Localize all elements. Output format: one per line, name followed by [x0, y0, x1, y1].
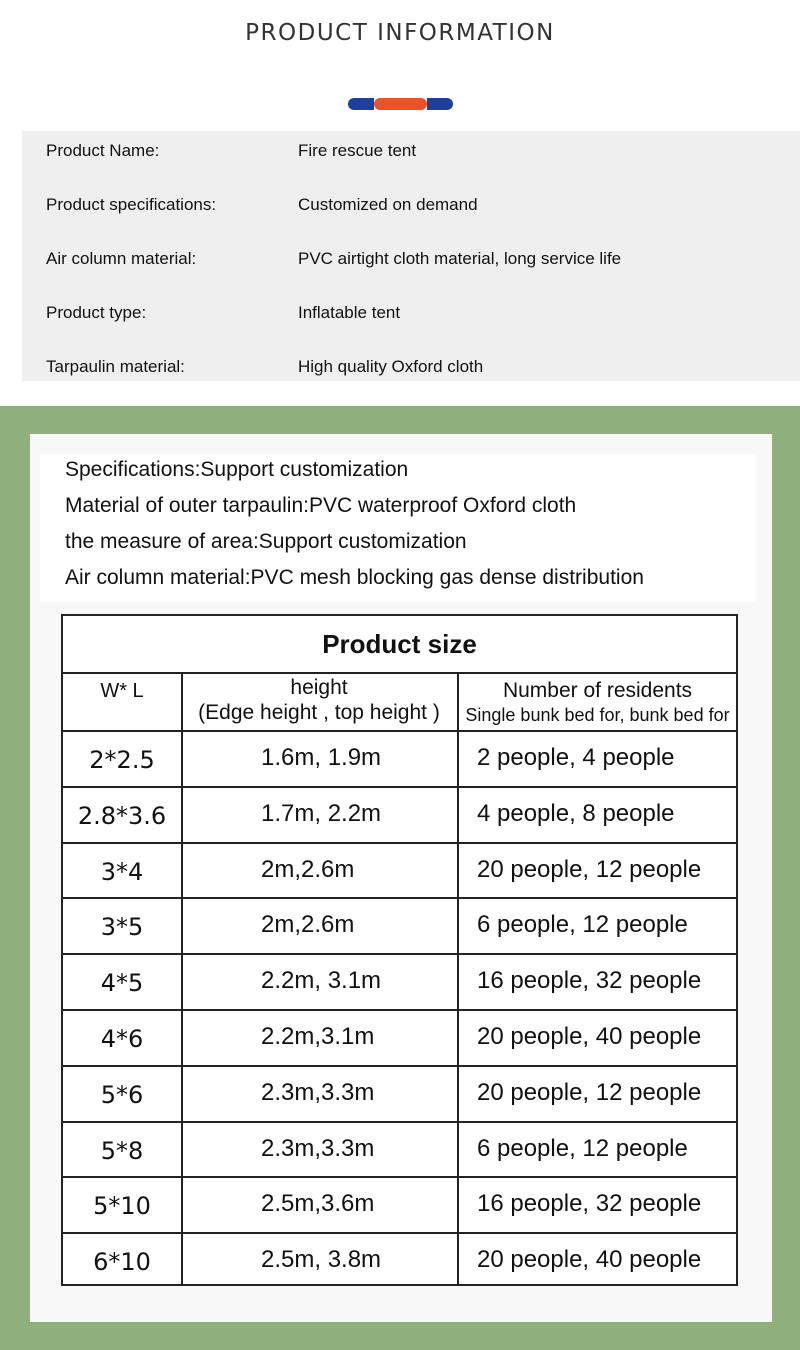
info-row — [22, 195, 800, 225]
info-value: Inflatable tent — [298, 303, 401, 322]
cell-wl: 5*10 — [93, 1192, 151, 1221]
spec-line: Material of outer tarpaulin:PVC waterproof Oxford cloth — [65, 494, 577, 517]
info-row — [22, 303, 800, 333]
spec-line: Air column material:PVC mesh blocking gas dense distribution — [65, 566, 644, 589]
divider-blue-segment — [427, 98, 453, 110]
cell-wl: 2*2.5 — [89, 746, 155, 774]
info-value: PVC airtight cloth material, long service life — [298, 249, 622, 268]
table-rule — [63, 1176, 736, 1178]
header-height: height — [290, 676, 348, 699]
cell-residents: 6 people, 12 people — [477, 911, 688, 939]
cell-residents: 20 people, 40 people — [477, 1023, 702, 1050]
table-rule — [63, 1232, 736, 1234]
cell-height: 2.3m,3.3m — [261, 1134, 375, 1162]
cell-wl: 5*6 — [100, 1080, 144, 1109]
table-rule — [63, 1121, 736, 1123]
header-residents-detail: Single bunk bed for, bunk bed for — [465, 705, 730, 725]
product-size-table — [61, 614, 738, 1286]
info-value: Customized on demand — [298, 195, 478, 214]
info-value: Fire rescue tent — [298, 141, 417, 160]
cell-wl: 2.8*3.6 — [77, 801, 167, 830]
cell-height: 1.6m, 1.9m — [261, 744, 382, 771]
green-panel — [0, 406, 800, 1350]
table-rule — [63, 672, 736, 674]
cell-residents: 2 people, 4 people — [477, 744, 675, 771]
cell-height: 2.2m,3.1m — [261, 1023, 375, 1050]
info-row — [22, 249, 800, 279]
page-title: PRODUCT INFORMATION — [245, 20, 555, 46]
info-label: Tarpaulin material: — [46, 357, 185, 376]
table-column-rule — [181, 672, 183, 1284]
cell-residents: 4 people, 8 people — [477, 799, 675, 827]
cell-residents: 20 people, 12 people — [477, 1078, 702, 1106]
cell-wl: 5*8 — [100, 1136, 144, 1165]
product-information-section — [0, 0, 800, 406]
cell-wl: 3*4 — [100, 857, 144, 886]
info-row — [22, 357, 800, 387]
divider-blue-segment — [348, 98, 374, 110]
cell-height: 2.5m, 3.8m — [261, 1246, 382, 1274]
table-rule — [63, 730, 736, 732]
cell-wl: 6*10 — [93, 1248, 151, 1277]
info-label: Product Name: — [46, 141, 160, 160]
cell-residents: 6 people, 12 people — [477, 1134, 688, 1162]
table-title: Product size — [322, 629, 477, 659]
product-info-box — [22, 131, 800, 381]
table-rule — [63, 897, 736, 899]
info-label: Air column material: — [46, 249, 197, 268]
info-label: Product type: — [46, 303, 147, 322]
cell-height: 2.5m,3.6m — [261, 1190, 375, 1218]
cell-height: 2.3m,3.3m — [261, 1078, 375, 1106]
cell-residents: 20 people, 40 people — [477, 1246, 702, 1274]
spec-line: the measure of area:Support customization — [65, 530, 467, 553]
cell-wl: 4*5 — [100, 969, 144, 998]
cell-height: 2m,2.6m — [261, 911, 355, 939]
table-column-rule — [457, 672, 459, 1284]
spec-line: Specifications:Support customization — [65, 458, 409, 481]
table-rule — [63, 842, 736, 844]
header-residents: Number of residents — [502, 679, 693, 702]
table-rule — [63, 786, 736, 788]
title-divider — [348, 98, 453, 110]
cell-wl: 3*5 — [100, 913, 144, 942]
cell-residents: 16 people, 32 people — [477, 1190, 702, 1218]
cell-wl: 4*6 — [100, 1025, 144, 1053]
cell-residents: 16 people, 32 people — [477, 967, 702, 995]
table-rule — [63, 1065, 736, 1067]
info-label: Product specifications: — [46, 195, 217, 214]
cell-height: 2m,2.6m — [261, 855, 355, 883]
table-rule — [63, 953, 736, 955]
spec-card — [30, 434, 772, 1322]
cell-height: 2.2m, 3.1m — [261, 967, 382, 995]
spec-list — [40, 454, 756, 602]
header-height-detail: (Edge height , top height ) — [198, 701, 440, 724]
table-rule — [63, 1009, 736, 1011]
divider-orange-segment — [374, 98, 427, 110]
cell-residents: 20 people, 12 people — [477, 855, 702, 883]
header-wl: W* L — [100, 680, 144, 702]
info-row — [22, 141, 800, 171]
cell-height: 1.7m, 2.2m — [261, 799, 382, 827]
info-value: High quality Oxford cloth — [298, 357, 484, 376]
